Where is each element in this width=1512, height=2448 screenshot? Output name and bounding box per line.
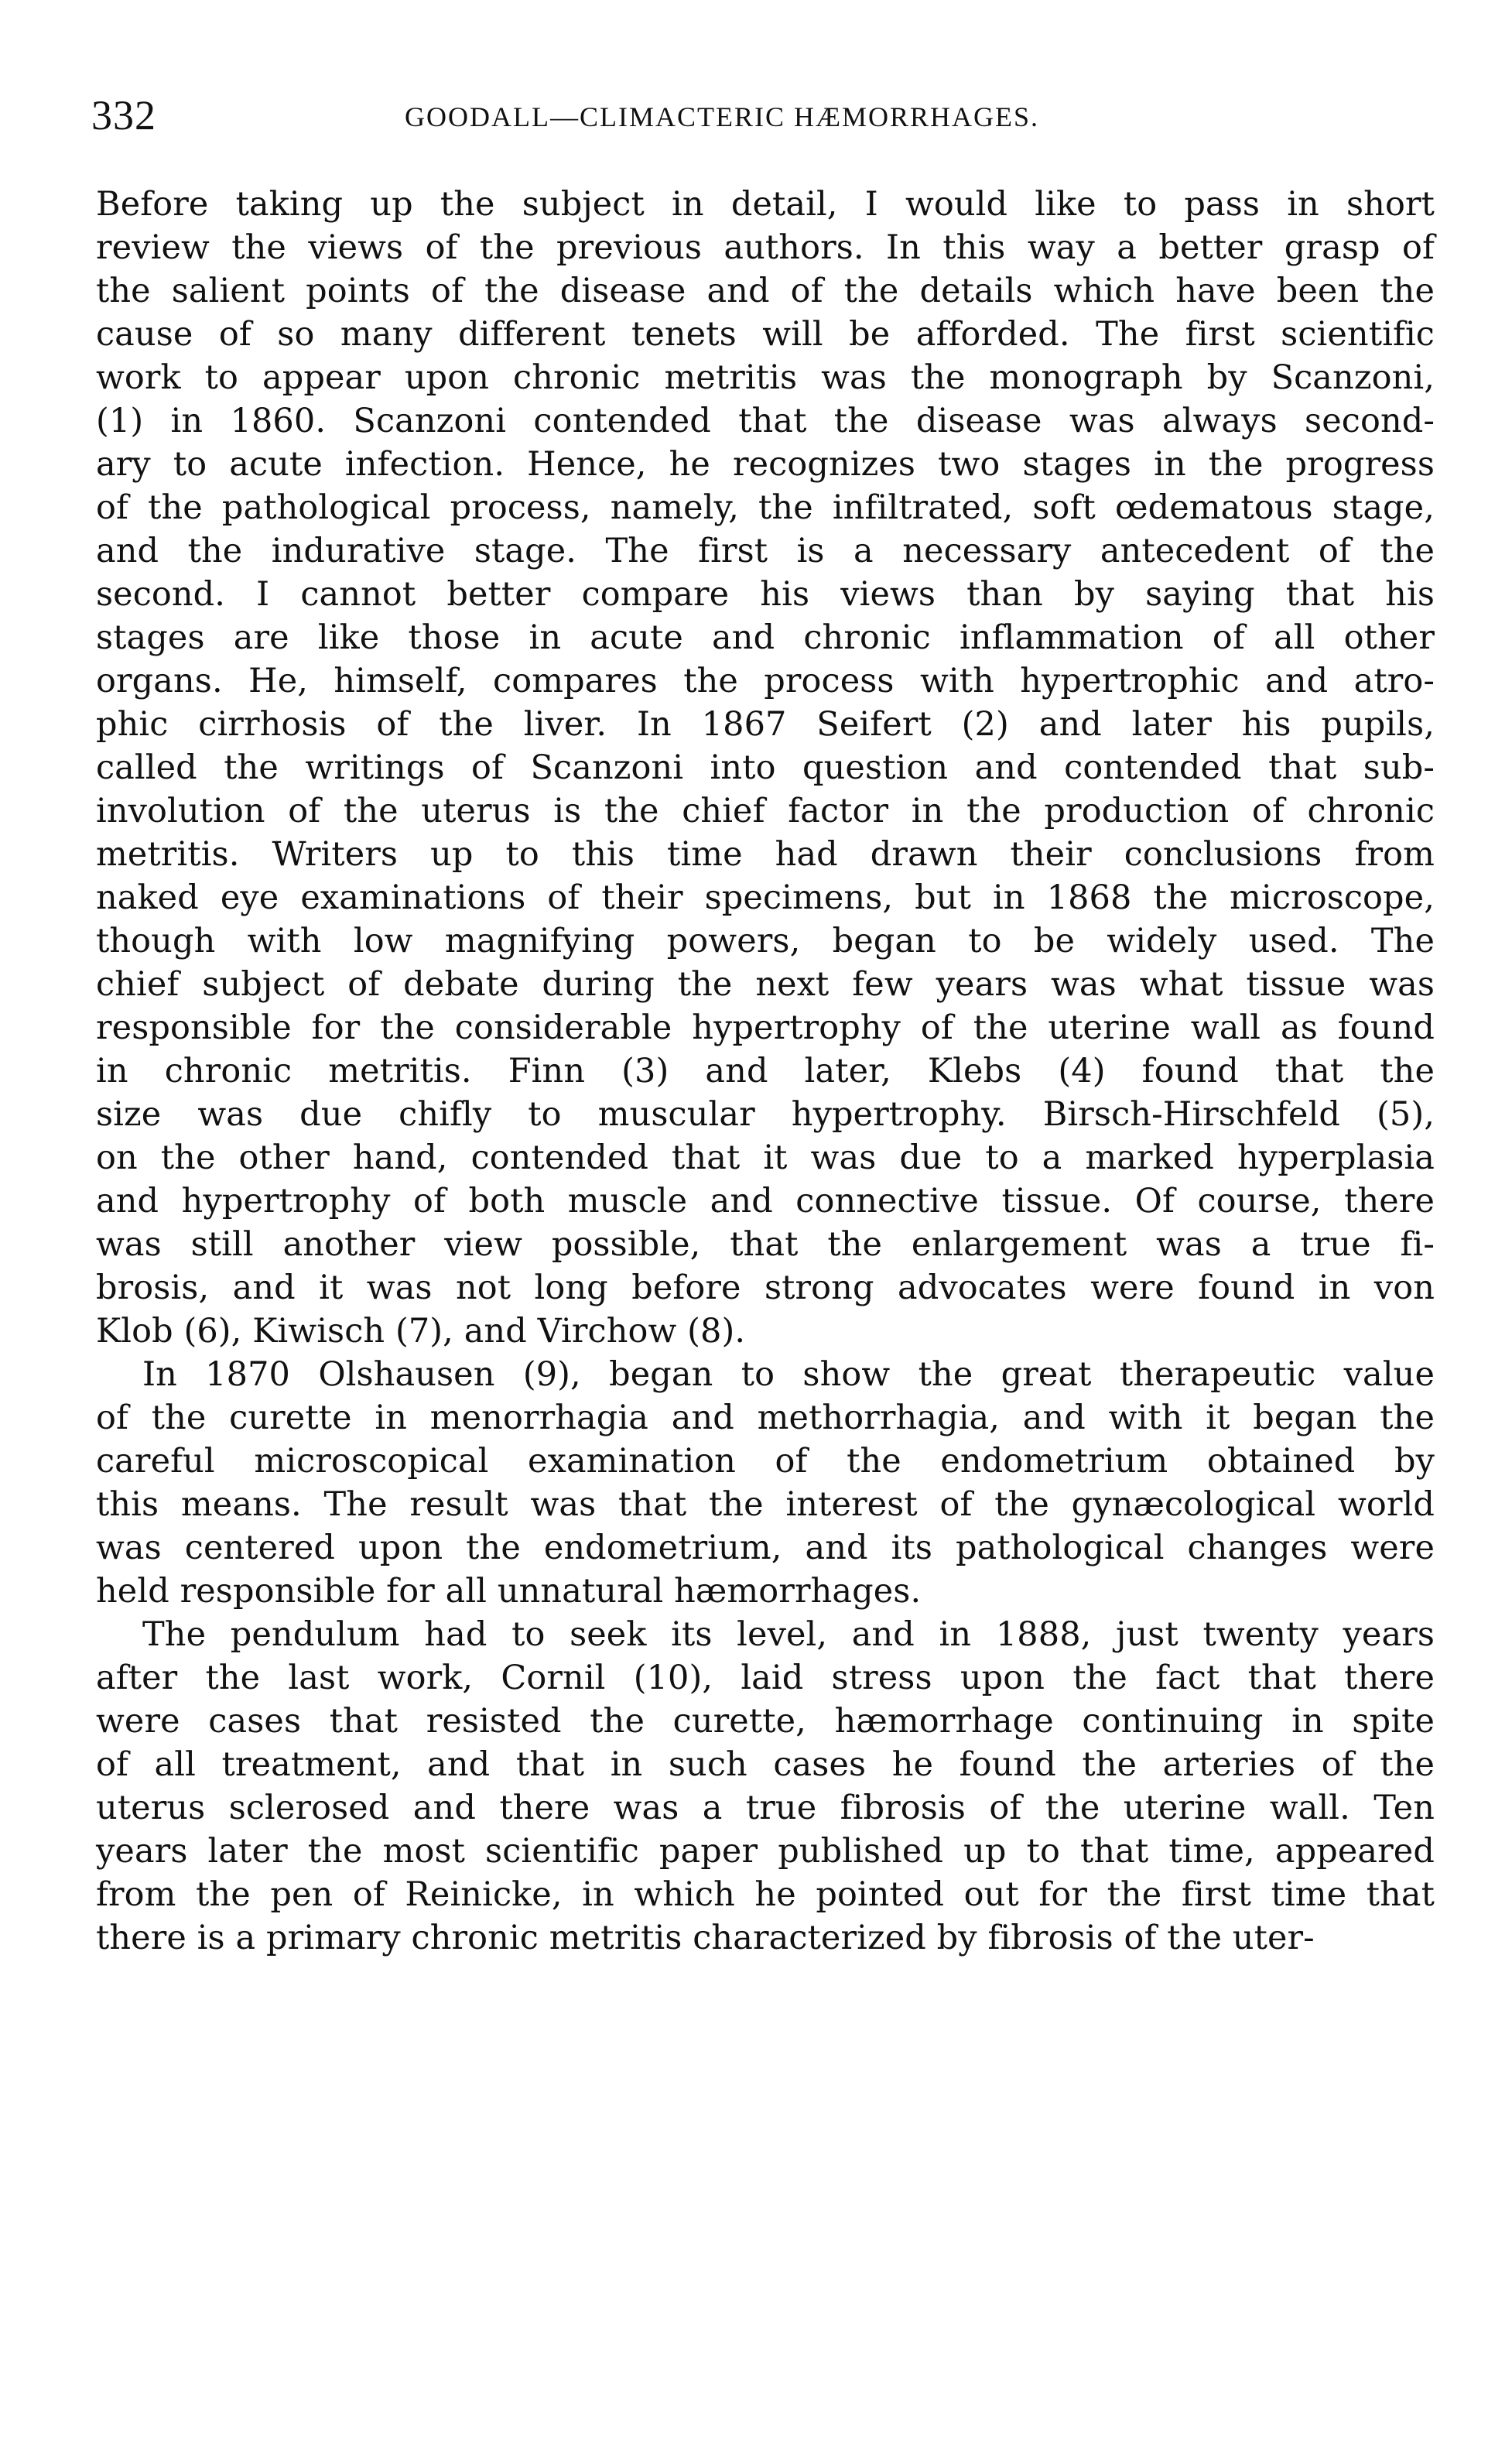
text-line: of the curette in menorrhagia and methorrhagia, and with it began the: [96, 1399, 1435, 1437]
paragraph-3: [96, 1613, 1435, 1960]
text-line: responsible for the considerable hypertrophy of the uterine wall as found: [96, 1008, 1435, 1047]
text-line: called the writings of Scanzoni into question and contended that sub-: [96, 748, 1435, 787]
text-line: work to appear upon chronic metritis was the monograph by Scanzoni,: [96, 358, 1435, 397]
text-line: brosis, and it was not long before strong advocates were found in von: [96, 1269, 1435, 1307]
text-line: review the views of the previous authors. In this way a better grasp of: [96, 228, 1435, 267]
text-line: The pendulum had to seek its level, and in 1888, just twenty years: [142, 1615, 1435, 1654]
text-line: and hypertrophy of both muscle and connective tissue. Of course, there: [96, 1182, 1435, 1221]
page-number: 332: [91, 92, 156, 139]
text-line: of all treatment, and that in such cases he found the arteries of the: [96, 1745, 1435, 1784]
paragraph-1: [96, 183, 1435, 1353]
text-line: organs. He, himself, compares the process with hypertrophic and atro-: [96, 662, 1435, 700]
text-line: and the indurative stage. The first is a necessary antecedent of the: [96, 532, 1435, 570]
text-line: second. I cannot better compare his views than by saying that his: [96, 575, 1435, 614]
text-line: chief subject of debate during the next few years was what tissue was: [96, 965, 1435, 1004]
text-line: metritis. Writers up to this time had drawn their conclusions from: [96, 835, 1435, 874]
text-line: stages are like those in acute and chronic inflammation of all other: [96, 618, 1435, 657]
text-line: held responsible for all unnatural hæmorrhages.: [96, 1572, 922, 1611]
text-line: after the last work, Cornil (10), laid stress upon the fact that there: [96, 1659, 1435, 1697]
text-line: was centered upon the endometrium, and its pathological changes were: [96, 1529, 1435, 1567]
text-line: this means. The result was that the interest of the gynæcological world: [96, 1485, 1435, 1524]
text-line: ary to acute infection. Hence, he recognizes two stages in the progress: [96, 445, 1435, 484]
text-line: size was due chifly to muscular hypertrophy. Birsch-Hirschfeld (5),: [96, 1095, 1435, 1134]
text-line: Klob (6), Kiwisch (7), and Virchow (8).: [96, 1312, 746, 1351]
text-line: in chronic metritis. Finn (3) and later, Klebs (4) found that the: [96, 1052, 1435, 1090]
text-line: In 1870 Olshausen (9), began to show the great therapeutic value: [142, 1355, 1435, 1394]
text-line: cause of so many different tenets will be afforded. The first scientific: [96, 315, 1435, 354]
text-line: years later the most scientific paper published up to that time, appeared: [96, 1832, 1435, 1871]
text-line: naked eye examinations of their specimens, but in 1868 the microscope,: [96, 878, 1435, 917]
text-line: Before taking up the subject in detail, I would like to pass in short: [96, 185, 1435, 224]
text-line: was still another view possible, that the enlargement was a true fi-: [96, 1225, 1435, 1264]
text-line: from the pen of Reinicke, in which he pointed out for the first time that: [96, 1875, 1435, 1914]
running-title: GOODALL—CLIMACTERIC HÆMORRHAGES.: [405, 101, 1040, 132]
text-line: were cases that resisted the curette, hæmorrhage continuing in spite: [96, 1702, 1435, 1741]
text-line: the salient points of the disease and of the details which have been the: [96, 272, 1435, 310]
text-line: though with low magnifying powers, began to be widely used. The: [96, 922, 1435, 960]
text-line: of the pathological process, namely, the infiltrated, soft œdematous stage,: [96, 488, 1435, 527]
text-line: on the other hand, contended that it was due to a marked hyperplasia: [96, 1138, 1435, 1177]
text-line: uterus sclerosed and there was a true fibrosis of the uterine wall. Ten: [96, 1789, 1435, 1827]
text-line: involution of the uterus is the chief factor in the production of chronic: [96, 792, 1435, 830]
text-line: there is a primary chronic metritis characterized by fibrosis of the uter-: [96, 1919, 1315, 1957]
text-line: (1) in 1860. Scanzoni contended that the disease was always second-: [96, 402, 1435, 440]
text-line: careful microscopical examination of the endometrium obtained by: [96, 1442, 1435, 1481]
paragraph-2: [96, 1353, 1435, 1613]
body-text: [96, 183, 1435, 1960]
text-line: phic cirrhosis of the liver. In 1867 Seifert (2) and later his pupils,: [96, 705, 1435, 744]
running-head: [91, 91, 1438, 146]
